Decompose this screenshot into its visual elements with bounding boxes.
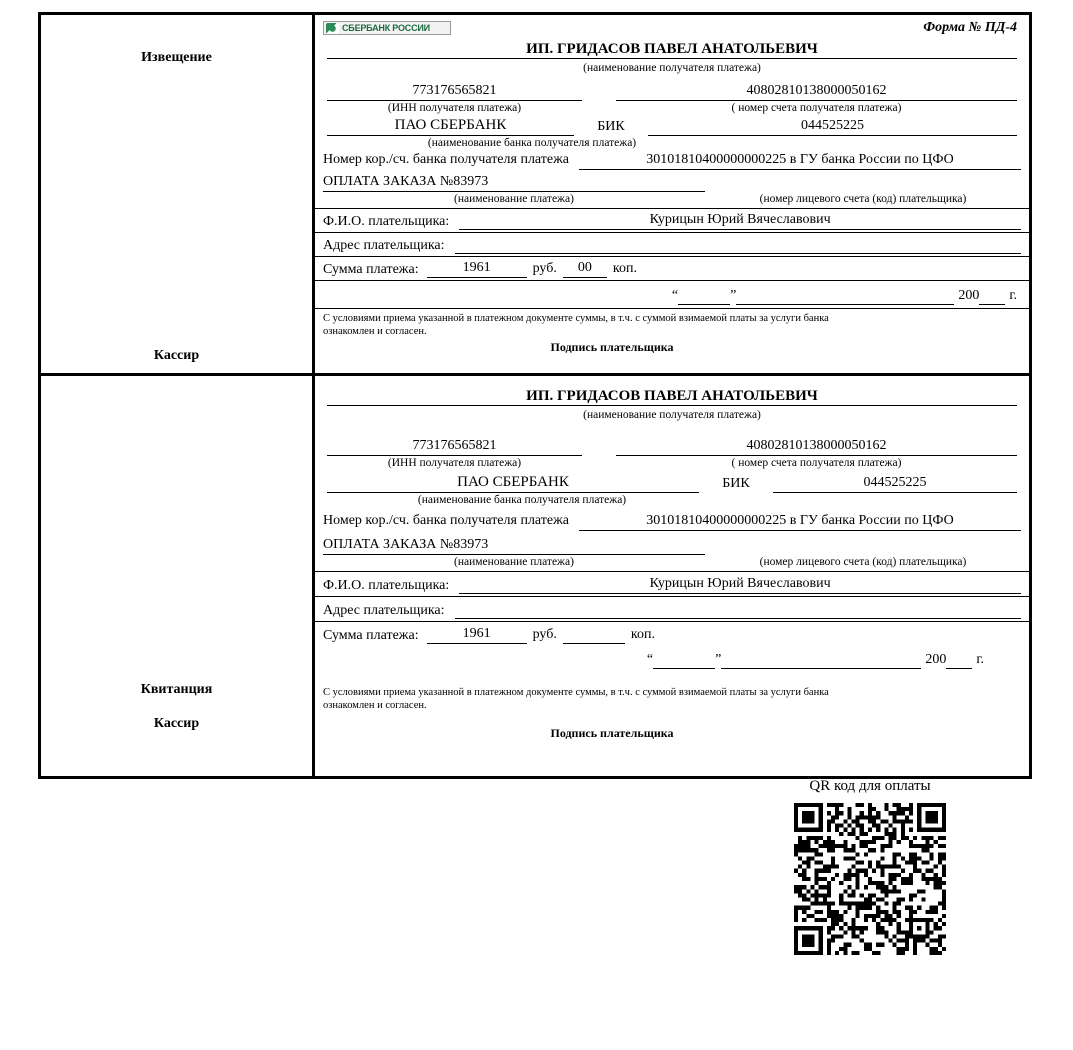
year-suffix-2: г. bbox=[976, 652, 984, 667]
payment-name-row-2 bbox=[323, 537, 1021, 555]
korr-value: 30101810400000000225 в ГУ банка России по ЦФО bbox=[579, 152, 1021, 170]
label-notice: Извещение bbox=[141, 50, 212, 65]
inn-caption: (ИНН получателя платежа) bbox=[387, 102, 522, 114]
label-receipt: Квитанция bbox=[140, 682, 213, 697]
recipient-name-caption: (наименование получателя платежа) bbox=[583, 62, 761, 74]
bank-name-value: ПАО СБЕРБАНК bbox=[327, 117, 574, 136]
bank-name-caption-2: (наименование банка получателя платежа) bbox=[417, 494, 627, 506]
payer-row-2 bbox=[315, 572, 1029, 597]
inn-account-row bbox=[327, 83, 1017, 101]
terms-line-2: ознакомлен и согласен. bbox=[323, 326, 427, 338]
payment-form bbox=[38, 12, 1032, 779]
korr-label: Номер кор./сч. банка получателя платежа bbox=[323, 152, 569, 167]
qr-block bbox=[770, 778, 970, 960]
signature-label-top: Подпись плательщика bbox=[550, 340, 674, 355]
sum-rub-value-2: 1961 bbox=[427, 626, 527, 644]
sum-label-2: Сумма платежа: bbox=[323, 628, 419, 643]
date-row bbox=[315, 281, 1029, 309]
address-value bbox=[455, 236, 1021, 254]
inn-value-2: 773176565821 bbox=[327, 438, 582, 456]
form-number: Форма № ПД-4 bbox=[923, 20, 1017, 35]
recipient-name-caption-2: (наименование получателя платежа) bbox=[583, 409, 761, 421]
bank-name-value-2: ПАО СБЕРБАНК bbox=[327, 474, 699, 493]
year-prefix-2: 200 bbox=[925, 652, 947, 667]
bik-value: 044525225 bbox=[648, 118, 1017, 136]
date-row-2 bbox=[315, 646, 1029, 672]
address-label: Адрес плательщика: bbox=[323, 238, 445, 253]
sum-row bbox=[315, 257, 1029, 281]
address-row-2 bbox=[315, 597, 1029, 622]
qr-code-image bbox=[794, 803, 946, 955]
label-cashier-bottom: Кассир bbox=[153, 716, 200, 731]
recipient-name-row-2 bbox=[327, 376, 1017, 408]
date-quote-close: ” bbox=[730, 288, 737, 303]
date-quote-open: “ bbox=[671, 288, 679, 303]
inn-value: 773176565821 bbox=[327, 83, 582, 101]
qr-title: QR код для оплаты bbox=[809, 778, 931, 794]
recipient-name-row bbox=[327, 15, 1017, 61]
sum-kop-value-2 bbox=[563, 626, 625, 644]
bank-bik-row-2 bbox=[327, 474, 1017, 493]
bik-label: БИК bbox=[597, 119, 625, 134]
sum-rub-value: 1961 bbox=[427, 260, 527, 278]
year-suffix: г. bbox=[1009, 288, 1017, 303]
personal-account-caption-2: (номер лицевого счета (код) плательщика) bbox=[759, 556, 967, 568]
date-quote-open-2: “ bbox=[646, 652, 654, 667]
rub-word-2: руб. bbox=[532, 627, 557, 642]
bik-label-2: БИК bbox=[722, 476, 750, 491]
date-day-field-2 bbox=[653, 650, 715, 669]
payer-label-2: Ф.И.О. плательщика: bbox=[323, 578, 450, 593]
account-value: 40802810138000050162 bbox=[616, 83, 1017, 101]
account-caption: ( номер счета получателя платежа) bbox=[731, 102, 902, 114]
korr-row bbox=[323, 152, 1021, 170]
payment-name-caption: (наименование платежа) bbox=[454, 193, 574, 205]
account-caption-2: ( номер счета получателя платежа) bbox=[731, 457, 902, 469]
address-label-2: Адрес плательщика: bbox=[323, 603, 445, 618]
inn-caption-2: (ИНН получателя платежа) bbox=[387, 457, 522, 469]
account-value-2: 40802810138000050162 bbox=[616, 438, 1017, 456]
payment-captions-row bbox=[315, 192, 1029, 209]
bank-name-caption: (наименование банка получателя платежа) bbox=[427, 137, 637, 149]
payer-value: Курицын Юрий Вячеславович bbox=[459, 212, 1021, 230]
date-day-field bbox=[678, 286, 730, 305]
sum-label: Сумма платежа: bbox=[323, 262, 419, 277]
date-year-field bbox=[979, 286, 1005, 305]
payer-row bbox=[315, 209, 1029, 233]
receipt-section bbox=[41, 376, 1029, 776]
date-month-field-2 bbox=[721, 650, 921, 669]
kop-word: коп. bbox=[612, 261, 637, 276]
date-quote-close-2: ” bbox=[715, 652, 722, 667]
payer-value-2: Курицын Юрий Вячеславович bbox=[459, 576, 1021, 594]
bik-value-2: 044525225 bbox=[773, 475, 1017, 493]
sum-row-2 bbox=[315, 622, 1029, 646]
rub-word: руб. bbox=[532, 261, 557, 276]
inn-account-captions bbox=[327, 101, 1017, 115]
notice-left-column bbox=[41, 15, 315, 373]
korr-row-2 bbox=[323, 513, 1021, 531]
payment-captions-row-2 bbox=[315, 555, 1029, 572]
recipient-name-value: ИП. ГРИДАСОВ ПАВЕЛ АНАТОЛЬЕВИЧ bbox=[327, 41, 1017, 59]
sum-kop-value: 00 bbox=[563, 260, 607, 278]
payment-name-row bbox=[323, 174, 1021, 192]
korr-value-2: 30101810400000000225 в ГУ банка России по ЦФО bbox=[579, 513, 1021, 531]
terms-line-1-bottom: С условиями приема указанной в платежном документе суммы, в т.ч. с суммой взимаемой платы за услуги банка bbox=[323, 687, 829, 698]
korr-label-2: Номер кор./сч. банка получателя платежа bbox=[323, 513, 569, 528]
payer-label: Ф.И.О. плательщика: bbox=[323, 214, 450, 229]
year-prefix: 200 bbox=[958, 288, 980, 303]
receipt-right-column bbox=[315, 376, 1029, 776]
label-cashier-top: Кассир bbox=[153, 348, 200, 363]
inn-account-captions-2 bbox=[327, 456, 1017, 470]
date-month-field bbox=[736, 286, 954, 305]
kop-word-2: коп. bbox=[630, 627, 655, 642]
recipient-name-value-2: ИП. ГРИДАСОВ ПАВЕЛ АНАТОЛЬЕВИЧ bbox=[327, 388, 1017, 406]
notice-right-column bbox=[315, 15, 1029, 373]
payment-name-value: ОПЛАТА ЗАКАЗА №83973 bbox=[323, 174, 705, 192]
address-row bbox=[315, 233, 1029, 257]
bank-bik-row bbox=[327, 117, 1017, 136]
terms-line-1: С условиями приема указанной в платежном документе суммы, в т.ч. с суммой взимаемой платы за услуги банка bbox=[323, 313, 829, 324]
inn-account-row-2 bbox=[327, 438, 1017, 456]
payment-name-value-2: ОПЛАТА ЗАКАЗА №83973 bbox=[323, 537, 705, 555]
terms-line-2-bottom: ознакомлен и согласен. bbox=[323, 700, 427, 712]
payment-name-caption-2: (наименование платежа) bbox=[454, 556, 574, 568]
notice-section bbox=[41, 15, 1029, 376]
signature-label-bottom: Подпись плательщика bbox=[550, 726, 674, 741]
address-value-2 bbox=[455, 601, 1021, 619]
sberbank-logo-text: СБЕРБАНК РОССИИ bbox=[342, 23, 430, 33]
date-year-field-2 bbox=[946, 650, 972, 669]
personal-account-caption: (номер лицевого счета (код) плательщика) bbox=[759, 193, 967, 205]
